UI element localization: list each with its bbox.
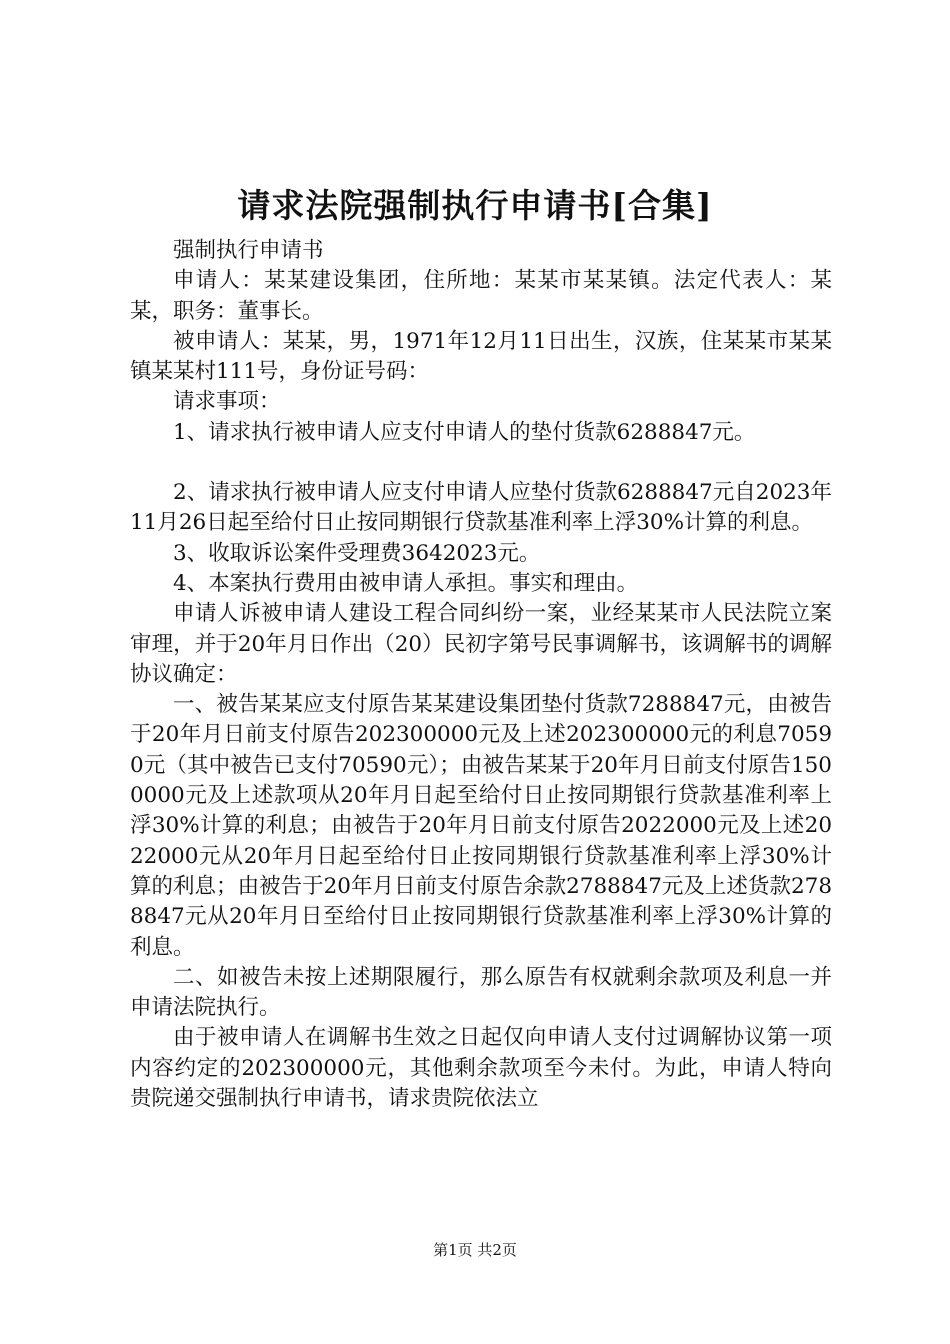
paragraph-reason: 由于被申请人在调解书生效之日起仅向申请人支付过调解协议第一项内容约定的202300000元，其他剩余款项至今未付。为此，申请人特向贵院递交强制执行申请书，请求贵院依法立 — [130, 1025, 832, 1112]
document-title: 请求法院强制执行申请书[合集] — [237, 186, 713, 225]
paragraph-respondent: 被申请人：某某，男，1971年12月11日出生，汉族，住某某市某某镇某某村111号，身份证号码： — [130, 328, 832, 385]
paragraph-heading: 强制执行申请书 — [173, 238, 324, 263]
paragraph-facts: 申请人诉被申请人建设工程合同纠纷一案，业经某某市人民法院立案审理，并于20年月日作出（20）民初字第号民事调解书，该调解书的调解协议确定： — [130, 601, 832, 687]
paragraph-request-2: 2、请求执行被申请人应支付申请人应垫付货款6288847元自2023年11月26日起至给付日止按同期银行贷款基准利率上浮30%计算的利息。 — [130, 480, 832, 536]
paragraph-request-4: 4、本案执行费用由被申请人承担。事实和理由。 — [173, 570, 639, 596]
paragraph-request-items-label: 请求事项： — [173, 389, 281, 415]
paragraph-agreement-2: 二、如被告未按上述期限履行，那么原告有权就剩余款项及利息一并申请法院执行。 — [130, 964, 832, 1021]
paragraph-agreement-1: 一、被告某某应支付原告某某建设集团垫付货款7288847元，由被告于20年月日前支付原告202300000元及上述202300000元的利息70590元（其中被告已支付70590元）；由被告某某于20年月日前支付原告1500000元及上述款项从20年月日起至给付日止按同期银行贷款基准利率上浮30%计算的利息；由被告于20年月日前支付原告2022000元及上述2022000元从20年月日起至给付日止按同期银行贷款基准利率上浮30%计算的利息；由被告于20年月日前支付原告余款2788847元及上述货款2788847元从20年月日至给付日止按同期银行贷款基准利率上浮30%计算的利息。 — [130, 692, 832, 960]
document-body — [130, 236, 832, 1114]
page-footer: 第1页 共2页 — [433, 1241, 517, 1259]
paragraph-applicant: 申请人：某某建设集团，住所地：某某市某某镇。法定代表人：某某，职务：董事长。 — [130, 268, 832, 324]
paragraph-request-3: 3、收取诉讼案件受理费3642023元。 — [173, 540, 541, 566]
paragraph-request-1: 1、请求执行被申请人应支付申请人的垫付货款6288847元。 — [173, 419, 756, 445]
